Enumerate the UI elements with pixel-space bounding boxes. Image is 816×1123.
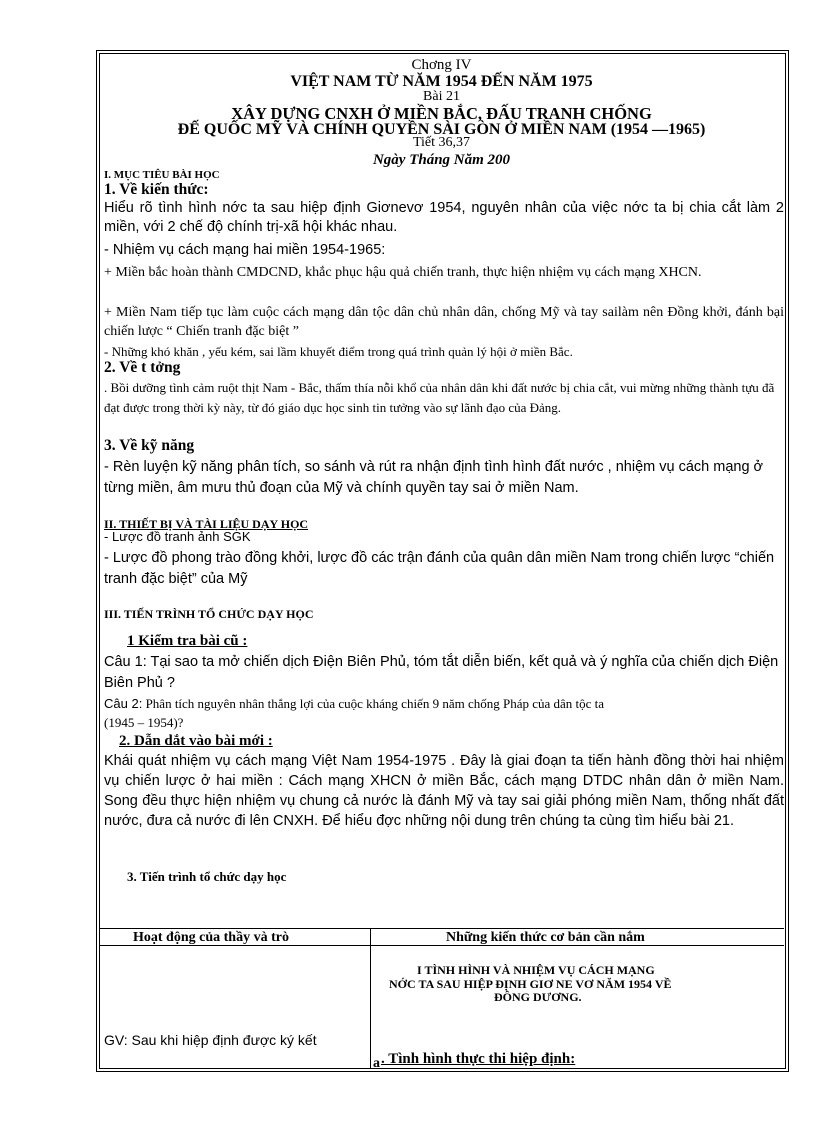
knowledge-paragraph-4: + Miền Nam tiếp tục làm cuộc cách mạng dân tộc dân chủ nhân dân, chống Mỹ và tay sailàm nên Đồng khởi, đánh bại chiến lược “ Chiến tranh đặc biệt ” <box>104 305 784 339</box>
section1-heading: I. MỤC TIÊU BÀI HỌC <box>104 169 220 181</box>
knowledge-paragraph-3: + Miền bắc hoàn thành CMDCND, khắc phục hậu quả chiến tranh, thực hiện nhiệm vụ cách mạng XHCN. <box>104 265 702 280</box>
question-1: Câu 1: Tại sao ta mở chiến dịch Điện Biên Phủ, tóm tắt diễn biến, kết quả và ý nghĩa của chiến dịch Điện Biên Phủ ? <box>104 654 779 691</box>
lesson-number: Bài 21 <box>423 89 460 104</box>
question-2-text: Phân tích nguyên nhân thắng lợi của cuộc kháng chiến 9 năm chống Pháp của dân tộc ta <box>142 696 605 711</box>
lesson-title-line1: XÂY DỰNG CNXH Ở MIỀN BẮC, ĐẤU TRANH CHỐNG <box>231 104 652 123</box>
intro-text: Khái quát nhiệm vụ cách mạng Việt Nam 1954-1975 . Đây là giai đoạn ta tiến hành đồng thời hai nhiệm vụ chiến lược ở hai miền : Cách mạng XHCN ở miền Bắc, cách mạng DTDC nhân dân ở miền Nam. Song đều thực hiện nhiệm vụ chung cả nước là đánh Mỹ và tay sai giải phóng miền Nam, thống nhất đất nước, đưa cả nước đi lên CNXH. <box>104 753 784 829</box>
section2-heading: II. THIẾT BỊ VÀ TÀI LIỆU DẠY HỌC <box>104 517 309 531</box>
intro-heading: 2. Dẫn dắt vào bài mới : <box>119 733 273 749</box>
knowledge-heading: 1. Về kiến thức: <box>104 181 209 198</box>
teacher-note: GV: Sau khi hiệp định được ký kết <box>104 1032 317 1048</box>
knowledge-paragraph-5: - Những khó khăn , yếu kém, sai lầm khuyết điểm trong quá trình quản lý hội ở miền Bắc. <box>104 344 573 359</box>
period-title: VIỆT NAM TỪ NĂM 1954 ĐẾN NĂM 1975 <box>290 73 593 90</box>
intro-text-tail: Để hiểu đợc những nội dung trên chúng ta cùng tìm hiểu bài 21. <box>318 813 734 829</box>
date-line: Ngày Tháng Năm 200 <box>372 152 511 168</box>
process-heading: 3. Tiến trình tổ chức dạy học <box>127 869 287 884</box>
sub-heading-text: . Tình hình thực thi hiệp định: <box>381 1051 576 1067</box>
period-numbers: Tiết 36,37 <box>412 135 471 150</box>
intro-paragraph <box>104 751 784 831</box>
chapter-label: Chơng IV <box>411 57 472 73</box>
question-2-label: Câu 2: <box>104 696 143 711</box>
column-header-knowledge: Những kiến thức cơ bản cần nắm <box>446 930 645 945</box>
lesson-title-line2: ĐẾ QUỐC MỸ VÀ CHÍNH QUYỀN SÀI GÒN Ở MIỀN NAM (1954 —1965) <box>177 121 706 138</box>
sub-heading-letter: a <box>373 1056 380 1071</box>
equipment-item-2: - Lược đồ phong trào đồng khởi, lược đồ các trận đánh của quân dân miền Nam trong chiến lược “chiến tranh đặc biệt” của Mỹ <box>104 550 775 587</box>
table-heading-line3: ĐÔNG DƯƠNG. <box>494 990 582 1004</box>
table-heading-line2: NỚC TA SAU HIỆP ĐỊNH GIƠ NE VƠ NĂM 1954 VỀ <box>389 977 672 991</box>
section3-heading: III. TIẾN TRÌNH TỔ CHỨC DẠY HỌC <box>104 607 314 621</box>
table-heading-line1: I TÌNH HÌNH VÀ NHIỆM VỤ CÁCH MẠNG <box>417 963 655 977</box>
attitude-paragraph: . Bồi dưỡng tình cảm ruột thịt Nam - Bắc, thấm thía nỗi khổ của nhân dân khi đất nước bị chia cắt, vui mừng những thành tựu đã đạt được trong thời kỳ này, từ đó giáo dục học sinh tin tưởng vào sự lãnh đạo của Đảng. <box>104 380 775 415</box>
skills-paragraph: - Rèn luyện kỹ năng phân tích, so sánh và rút ra nhận định tình hình đất nước , nhiệm vụ cách mạng ở từng miền, âm mưu thủ đoạn của Mỹ và chính quyền tay sai ở miền Nam. <box>104 459 764 496</box>
column-header-activities: Hoạt động của thầy và trò <box>133 930 289 945</box>
attitude-heading: 2. Về t tởng <box>104 359 181 376</box>
table-top-border <box>99 928 784 929</box>
skills-heading: 3. Về kỹ năng <box>104 437 195 454</box>
equipment-item-1: - Lược đồ tranh ảnh SGK <box>104 529 251 544</box>
question-2-years: (1945 – 1954)? <box>104 715 184 730</box>
knowledge-paragraph-2: - Nhiệm vụ cách mạng hai miền 1954-1965: <box>104 242 386 258</box>
knowledge-paragraph-1: Hiểu rõ tình hình nớc ta sau hiệp định Giơnevơ 1954, nguyên nhân của việc nớc ta bị chia cắt làm 2 miền, với 2 chế độ chính trị-xã hội khác nhau. <box>104 200 784 235</box>
table-column-divider <box>370 928 371 1068</box>
check-heading: 1 Kiểm tra bài cũ : <box>127 633 248 649</box>
